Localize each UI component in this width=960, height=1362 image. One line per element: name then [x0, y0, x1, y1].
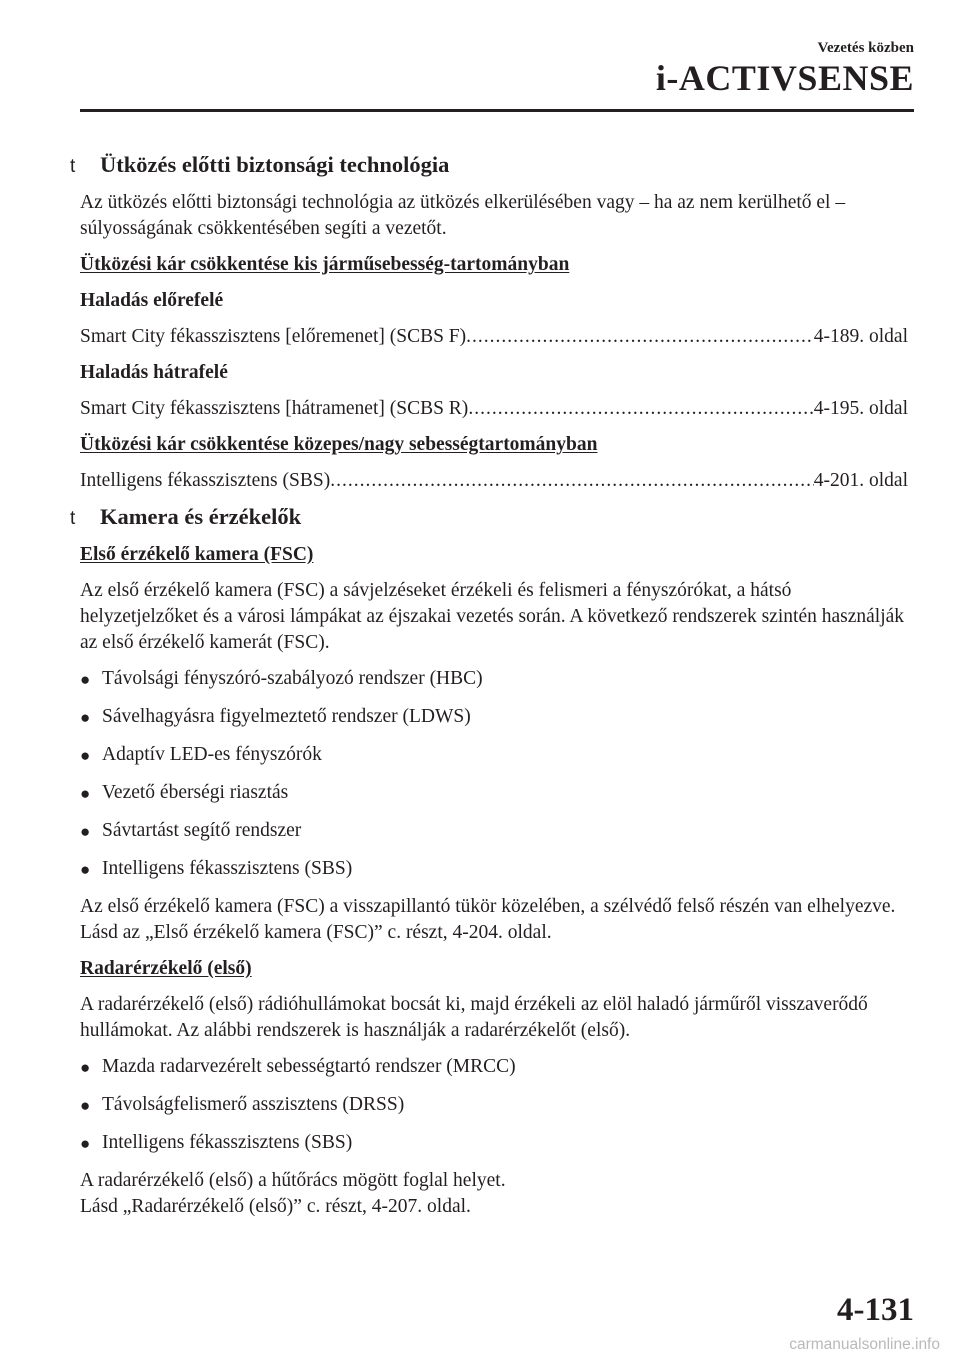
list-item-text: Intelligens fékasszisztens (SBS)	[102, 858, 353, 879]
toc-leader	[468, 396, 813, 422]
toc-page: 4-189. oldal	[813, 326, 908, 347]
page-number: 4-131	[837, 1292, 914, 1328]
toc-leader	[466, 324, 814, 350]
forward-heading: Haladás előrefelé	[80, 290, 224, 311]
header-rule	[80, 109, 914, 112]
page-content	[70, 152, 908, 1220]
list-item-text: Távolsági fényszóró-szabályozó rendszer (HBC)	[102, 668, 483, 689]
bullet-icon: ●	[80, 670, 91, 689]
section-marker-icon: t	[70, 156, 76, 177]
list-item-text: Vezető éberségi riasztás	[102, 782, 289, 803]
section-title: Kamera és érzékelők	[100, 504, 302, 529]
toc-label: Intelligens fékasszisztens (SBS)	[80, 470, 331, 491]
radar-intro: A radarérzékelő (első) rádióhullámokat bocsát ki, majd érzékeli az elöl haladó járműről visszaverődő hullámokat. Az alábbi rendszerek is használják a radarérzékelőt (első).	[80, 994, 868, 1041]
bullet-icon: ●	[80, 708, 91, 727]
bullet-icon: ●	[80, 860, 91, 879]
list-item-text: Adaptív LED-es fényszórók	[102, 744, 322, 765]
running-header-title: i-ACTIVSENSE	[655, 58, 914, 98]
radar-bullet-list	[80, 1054, 908, 1157]
list-item	[80, 704, 908, 731]
list-item-text: Távolságfelismerő asszisztens (DRSS)	[102, 1094, 405, 1115]
list-item	[80, 1054, 908, 1081]
bullet-icon: ●	[80, 1134, 91, 1153]
high-speed-heading: Ütközési kár csökkentése közepes/nagy sebességtartományban	[80, 434, 598, 455]
section-heading-sensors	[70, 504, 908, 532]
bullet-icon: ●	[80, 1096, 91, 1115]
section-title: Ütközés előtti biztonsági technológia	[100, 152, 450, 177]
list-item-text: Sávtartást segítő rendszer	[102, 820, 302, 841]
toc-page: 4-201. oldal	[813, 470, 908, 491]
list-item	[80, 742, 908, 769]
list-item-text: Mazda radarvezérelt sebességtartó rendszer (MRCC)	[102, 1056, 516, 1077]
toc-label: Smart City fékasszisztens [hátramenet] (SCBS R)	[80, 398, 469, 419]
list-item	[80, 818, 908, 845]
toc-leader	[330, 468, 814, 494]
running-header-section: Vezetés közben	[817, 40, 914, 56]
toc-entry-sbs	[80, 468, 908, 494]
list-item	[80, 1130, 908, 1157]
radar-heading: Radarérzékelő (első)	[80, 958, 252, 979]
list-item	[80, 780, 908, 807]
radar-reference: Lásd „Radarérzékelő (első)” c. részt, 4-207. oldal.	[80, 1196, 471, 1217]
list-item-text: Intelligens fékasszisztens (SBS)	[102, 1132, 353, 1153]
list-item	[80, 856, 908, 883]
toc-label: Smart City fékasszisztens [előremenet] (SCBS F)	[80, 326, 467, 347]
fsc-location: Az első érzékelő kamera (FSC) a visszapillantó tükör közelében, a szélvédő felső részén van elhelyezve.	[80, 896, 896, 917]
toc-entry-scbs-r	[80, 396, 908, 422]
bullet-icon: ●	[80, 822, 91, 841]
fsc-heading: Első érzékelő kamera (FSC)	[80, 544, 314, 565]
section-heading-collision	[70, 152, 908, 180]
low-speed-heading: Ütközési kár csökkentése kis járműsebesség-tartományban	[80, 254, 570, 275]
bullet-icon: ●	[80, 784, 91, 803]
fsc-intro: Az első érzékelő kamera (FSC) a sávjelzéseket érzékeli és felismeri a fényszórókat, a hátsó helyzetjelzőket és a városi lámpákat az éjszakai vezetés során. A következő rendszerek szintén használják az első érzékelő kamerát (FSC).	[80, 580, 905, 653]
toc-entry-scbs-f	[80, 324, 908, 350]
fsc-bullet-list	[80, 666, 908, 883]
collision-intro: Az ütközés előtti biztonsági technológia az ütközés elkerülésében vagy – ha az nem kerülhető el – súlyosságának csökkentésében segíti a vezetőt.	[80, 192, 846, 239]
list-item	[80, 666, 908, 693]
list-item-text: Sávelhagyásra figyelmeztető rendszer (LDWS)	[102, 706, 471, 727]
reverse-heading: Haladás hátrafelé	[80, 362, 228, 383]
fsc-reference: Lásd az „Első érzékelő kamera (FSC)” c. részt, 4-204. oldal.	[80, 922, 552, 943]
toc-page: 4-195. oldal	[813, 398, 908, 419]
radar-location: A radarérzékelő (első) a hűtőrács mögött foglal helyet.	[80, 1170, 506, 1191]
bullet-icon: ●	[80, 1058, 91, 1077]
bullet-icon: ●	[80, 746, 91, 765]
watermark: carmanualsonline.info	[789, 1336, 940, 1353]
section-marker-icon: t	[70, 508, 76, 529]
list-item	[80, 1092, 908, 1119]
